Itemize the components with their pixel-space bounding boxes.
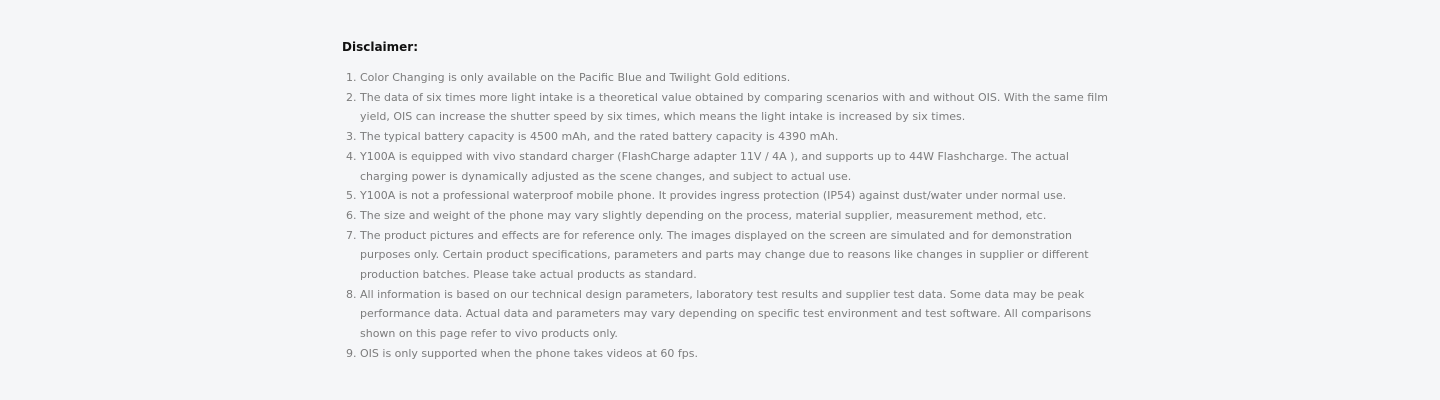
disclaimer-list xyxy=(342,68,1112,364)
disclaimer-item: 3. The typical battery capacity is 4500 mAh, and the rated battery capacity is 4390 mAh. xyxy=(360,127,1112,147)
disclaimer-item: 4. Y100A is equipped with vivo standard charger (FlashCharge adapter 11V / 4A ), and supports up to 44W Flashcharge. The actual charging power is dynamically adjusted as the scene changes, and subject to actual use. xyxy=(360,147,1112,186)
disclaimer-section xyxy=(342,38,1112,364)
disclaimer-item: 1. Color Changing is only available on the Pacific Blue and Twilight Gold editions. xyxy=(360,68,1112,88)
disclaimer-item: 6. The size and weight of the phone may vary slightly depending on the process, material supplier, measurement method, etc. xyxy=(360,206,1112,226)
disclaimer-title: Disclaimer: xyxy=(342,40,419,54)
disclaimer-item: 2. The data of six times more light intake is a theoretical value obtained by comparing scenarios with and without OIS. With the same film yield, OIS can increase the shutter speed by six times, which means the light intake is increased by six times. xyxy=(360,88,1112,127)
disclaimer-item: 9. OIS is only supported when the phone takes videos at 60 fps. xyxy=(360,344,1112,364)
disclaimer-item: 5. Y100A is not a professional waterproof mobile phone. It provides ingress protection (IP54) against dust/water under normal use. xyxy=(360,186,1112,206)
disclaimer-item: 8. All information is based on our technical design parameters, laboratory test results and supplier test data. Some data may be peak performance data. Actual data and parameters may vary depending on specific test environment and test software. All comparisons shown on this page refer to vivo products only. xyxy=(360,285,1112,344)
disclaimer-item: 7. The product pictures and effects are for reference only. The images displayed on the screen are simulated and for demonstration purposes only. Certain product specifications, parameters and parts may change due to reasons like changes in supplier or different production batches. Please take actual products as standard. xyxy=(360,226,1112,285)
